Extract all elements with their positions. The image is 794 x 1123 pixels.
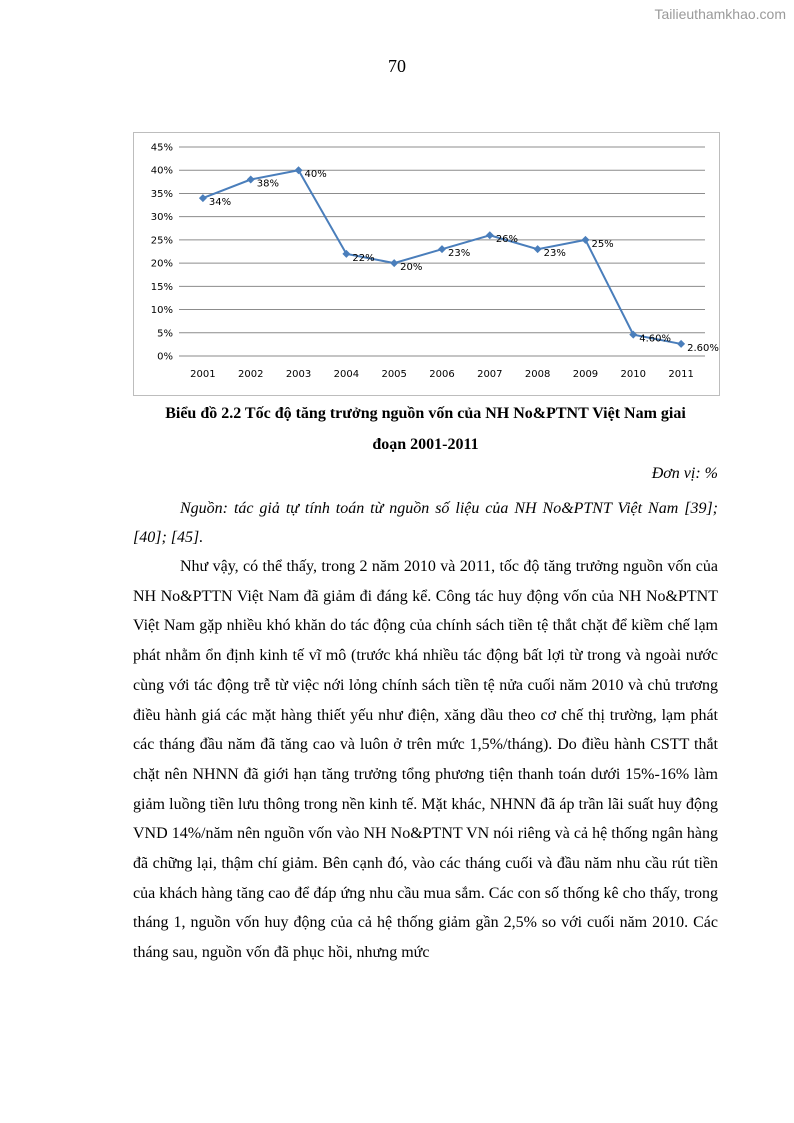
chart-svg [134,133,719,395]
x-tick-label: 2011 [668,369,694,380]
series-line [203,170,681,344]
body-paragraph: Như vậy, có thể thấy, trong 2 năm 2010 và 2011, tốc độ tăng trưởng nguồn vốn của NH No&PTTN Việt Nam đã giảm đi đáng kể. Công tác huy động vốn của NH No&PTNT Việt Nam gặp nhiều khó khăn do tác động của chính sách tiền tệ thắt chặt để kiềm chế lạm phát nhằm ổn định kinh tế vĩ mô (trước khá nhiều tác động bất lợi từ trong và ngoài nước cùng với tác động trễ từ việc nới lỏng chính sách tiền tệ nửa cuối năm 2010 và chủ trương điều hành giá các mặt hàng thiết yếu như điện, xăng dầu theo cơ chế thị trường, lạm phát các tháng đầu năm đã tăng cao và luôn ở trên mức 1,5%/tháng). Do điều hành CSTT thắt chặt nên NHNN đã giới hạn tăng trưởng tổng phương tiện thanh toán dưới 15%-16% làm giảm luồng tiền lưu thông trong nền kinh tế. Mặt khác, NHNN đã áp trần lãi suất huy động VND 14%/năm nên nguồn vốn vào NH No&PTNT VN nói riêng và cả hệ thống ngân hàng đã chững lại, thậm chí giảm. Bên cạnh đó, vào các tháng cuối và đầu năm nhu cầu rút tiền của khách hàng tăng cao để đáp ứng nhu cầu mua sắm. Các con số thống kê cho thấy, trong tháng 1, nguồn vốn huy động của cả hệ thống giảm gần 2,5% so với cuối năm 2010. Các tháng sau, nguồn vốn đã phục hồi, nhưng mức [133,558,718,962]
data-point [247,176,255,184]
y-tick-label: 40% [150,165,173,177]
y-tick-label: 15% [150,281,173,293]
chart-caption-line2: đoạn 2001-2011 [372,436,479,453]
y-tick-label: 25% [150,235,173,247]
data-label: 34% [208,197,232,209]
x-tick-label: 2009 [572,369,599,380]
y-tick-label: 35% [150,188,173,200]
y-tick-label: 10% [150,305,173,317]
data-label: 38% [256,178,279,190]
data-label: 4.60% [639,333,672,345]
data-point [390,259,398,267]
x-tick-label: 2003 [285,369,312,380]
data-label: 23% [543,248,566,260]
y-tick-label: 20% [150,258,173,270]
data-point [342,250,350,258]
data-label: 26% [495,234,519,246]
x-tick-label: 2002 [238,369,264,380]
chart-caption-line1: Biểu đồ 2.2 Tốc độ tăng trưởng nguồn vốn của NH No&PTNT Việt Nam giai [165,405,686,422]
watermark: Tailieuthamkhao.com [654,6,786,22]
data-point [199,194,207,202]
x-tick-label: 2007 [477,369,503,380]
y-tick-label: 30% [150,212,173,224]
unit-note: Đơn vị: % [651,465,718,482]
data-point [486,231,494,239]
y-tick-label: 0% [157,351,173,363]
page-number: 70 [388,56,406,76]
data-point [581,236,589,244]
data-label: 25% [591,238,614,250]
data-label: 40% [304,169,327,181]
x-tick-label: 2008 [524,369,551,380]
data-point [438,245,446,253]
x-tick-label: 2006 [429,369,455,380]
data-label: 20% [400,262,423,274]
data-point [534,245,542,253]
line-chart [133,132,720,396]
x-tick-label: 2004 [333,369,360,380]
data-label: 2.60% [687,342,719,354]
y-tick-label: 45% [150,142,173,154]
data-label: 22% [352,252,375,264]
source-note: Nguồn: tác giả tự tính toán từ nguồn số liệu của NH No&PTNT Việt Nam [39];[40]; [45]. [133,500,718,546]
data-point [295,166,303,174]
data-label: 23% [448,248,471,260]
data-point [677,340,685,348]
data-point [629,331,637,339]
x-tick-label: 2005 [381,369,407,380]
x-tick-label: 2010 [620,369,646,380]
x-tick-label: 2001 [190,369,216,380]
y-tick-label: 5% [157,328,173,340]
